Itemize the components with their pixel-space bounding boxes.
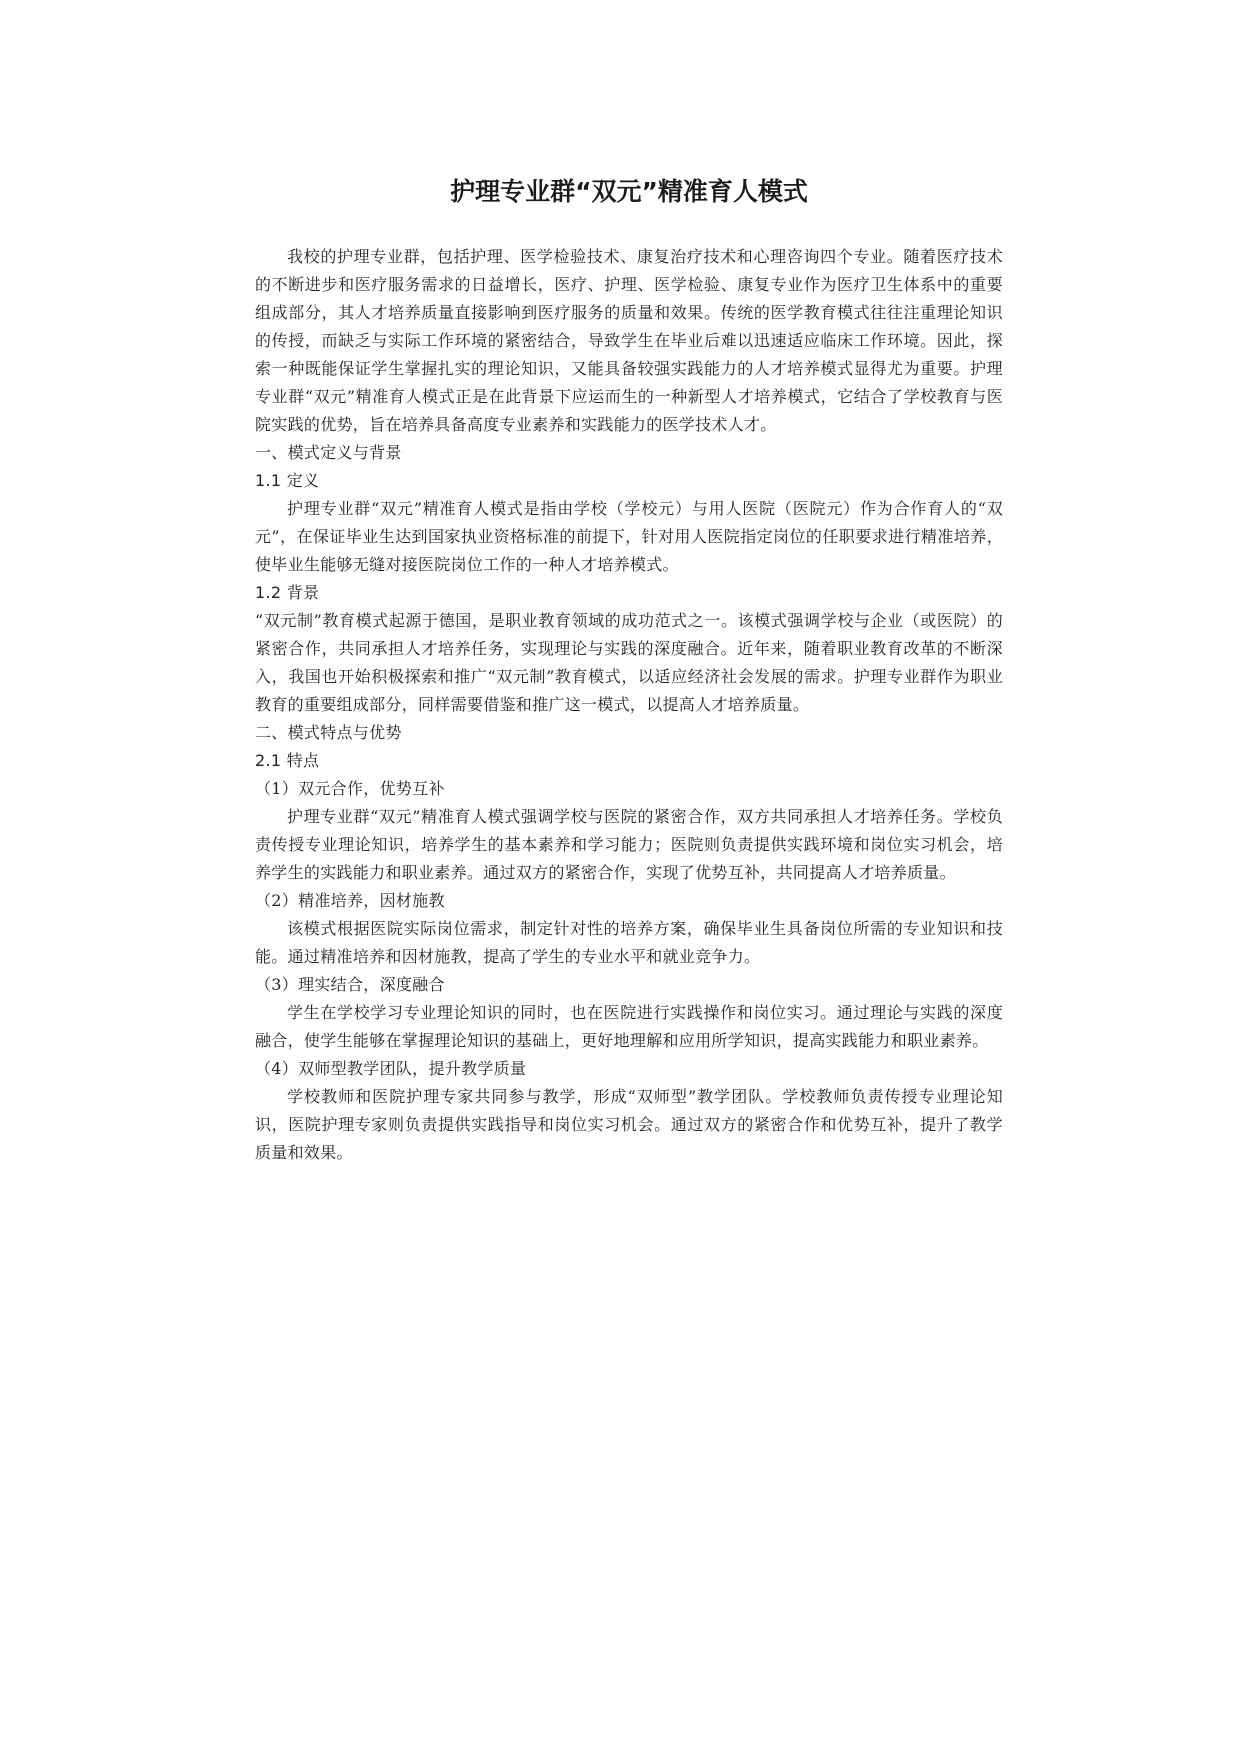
point-4-heading: （4）双师型教学团队，提升教学质量 (255, 1059, 527, 1078)
point-3-paragraph: 学生在学校学习专业理论知识的同时，也在医院进行实践操作和岗位实习。通过理论与实践的深度融合，使学生能够在掌握理论知识的基础上，更好地理解和应用所学知识，提高实践能力和职业素养。 (255, 1003, 1003, 1050)
document-body (255, 243, 1003, 1167)
section-2-1-heading: 2.1 特点 (255, 751, 320, 770)
section-2-heading: 二、模式特点与优势 (255, 723, 402, 742)
point-4-paragraph: 学校教师和医院护理专家共同参与教学，形成“双师型”教学团队。学校教师负责传授专业理论知识，医院护理专家则负责提供实践指导和岗位实习机会。通过双方的紧密合作和优势互补，提升了教学质量和效果。 (255, 1087, 1003, 1162)
point-3-heading: （3）理实结合，深度融合 (255, 975, 445, 994)
section-1-1-paragraph: 护理专业群“双元”精准育人模式是指由学校（学校元）与用人医院（医院元）作为合作育人的“双元”，在保证毕业生达到国家执业资格标准的前提下，针对用人医院指定岗位的任职要求进行精准培养，使毕业生能够无缝对接医院岗位工作的一种人才培养模式。 (255, 499, 1003, 574)
section-1-2-paragraph: “双元制”教育模式起源于德国，是职业教育领域的成功范式之一。该模式强调学校与企业（或医院）的紧密合作，共同承担人才培养任务，实现理论与实践的深度融合。近年来，随着职业教育改革的不断深入，我国也开始积极探索和推广“双元制”教育模式，以适应经济社会发展的需求。护理专业群作为职业教育的重要组成部分，同样需要借鉴和推广这一模式，以提高人才培养质量。 (255, 611, 1003, 714)
section-1-1-heading: 1.1 定义 (255, 471, 320, 490)
point-2-paragraph: 该模式根据医院实际岗位需求，制定针对性的培养方案，确保毕业生具备岗位所需的专业知识和技能。通过精准培养和因材施教，提高了学生的专业水平和就业竞争力。 (255, 919, 1003, 966)
point-2-heading: （2）精准培养，因材施教 (255, 891, 445, 910)
point-1-paragraph: 护理专业群“双元”精准育人模式强调学校与医院的紧密合作，双方共同承担人才培养任务。学校负责传授专业理论知识，培养学生的基本素养和学习能力；医院则负责提供实践环境和岗位实习机会，培养学生的实践能力和职业素养。通过双方的紧密合作，实现了优势互补，共同提高人才培养质量。 (255, 807, 1003, 882)
document-page (255, 175, 1003, 1167)
document-title: 护理专业群“双元”精准育人模式 (450, 177, 808, 206)
section-1-2-heading: 1.2 背景 (255, 583, 320, 602)
intro-paragraph: 我校的护理专业群，包括护理、医学检验技术、康复治疗技术和心理咨询四个专业。随着医疗技术的不断进步和医疗服务需求的日益增长，医疗、护理、医学检验、康复专业作为医疗卫生体系中的重要组成部分，其人才培养质量直接影响到医疗服务的质量和效果。传统的医学教育模式往往注重理论知识的传授，而缺乏与实际工作环境的紧密结合，导致学生在毕业后难以迅速适应临床工作环境。因此，探索一种既能保证学生掌握扎实的理论知识，又能具备较强实践能力的人才培养模式显得尤为重要。护理专业群“双元”精准育人模式正是在此背景下应运而生的一种新型人才培养模式，它结合了学校教育与医院实践的优势，旨在培养具备高度专业素养和实践能力的医学技术人才。 (255, 247, 1003, 434)
point-1-heading: （1）双元合作，优势互补 (255, 779, 445, 798)
section-1-heading: 一、模式定义与背景 (255, 443, 402, 462)
